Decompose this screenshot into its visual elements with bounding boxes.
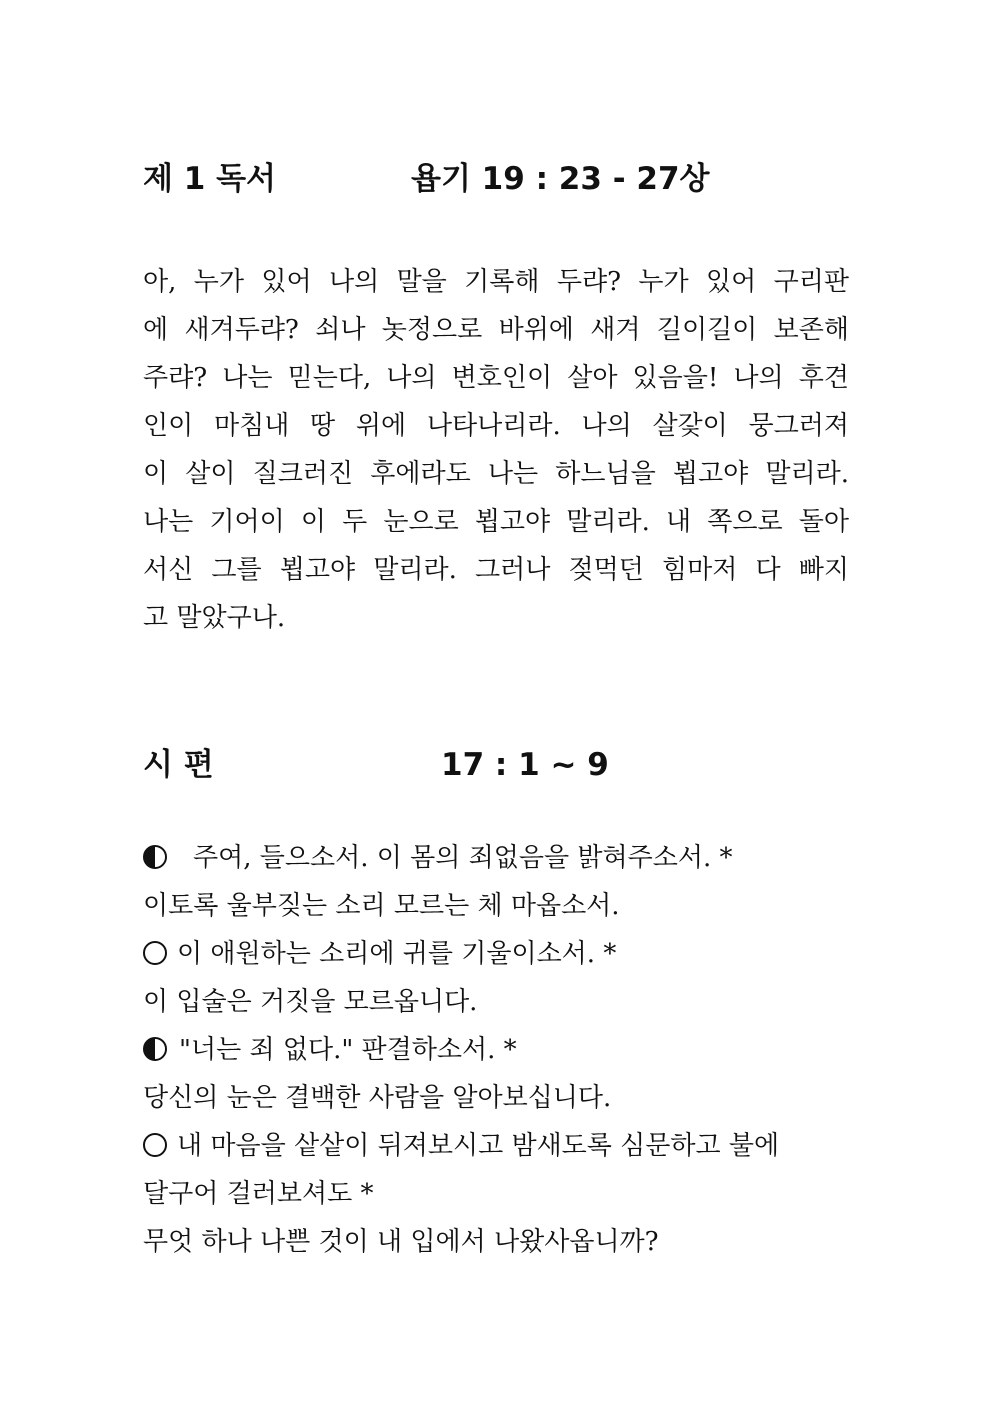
psalm-line (143, 1170, 849, 1218)
psalm-line-text: 달구어 걸러보셔도 * (143, 1179, 374, 1209)
psalm-heading (143, 747, 609, 783)
psalm-line (143, 834, 849, 882)
reading1-line: 인이 마침내 땅 위에 나타나리라. 나의 살갗이 뭉그러져 (143, 411, 849, 441)
half-filled-circle-icon (143, 1037, 167, 1061)
psalm-line-text: 이 입술은 거짓을 모르옵니다. (143, 987, 478, 1017)
psalm-line (143, 882, 849, 930)
reading1-line: 고 말았구나. (143, 603, 286, 633)
half-filled-circle-icon (143, 845, 167, 869)
psalm-line (143, 1074, 849, 1122)
reading1-heading (143, 161, 710, 197)
psalm-line (143, 1026, 849, 1074)
reading1-line: 이 살이 질크러진 후에라도 나는 하느님을 뵙고야 말리라. (143, 459, 849, 489)
open-circle-icon (143, 1133, 167, 1157)
psalm-line-text: 이 애원하는 소리에 귀를 기울이소서. * (177, 939, 617, 969)
psalm-line (143, 930, 849, 978)
reading1-line: 아, 누가 있어 나의 말을 기록해 두랴? 누가 있어 구리판 (143, 267, 849, 297)
psalm-line (143, 978, 849, 1026)
psalm-text (143, 834, 849, 1266)
reading1-line: 나는 기어이 이 두 눈으로 뵙고야 말리라. 내 쪽으로 돌아 (143, 507, 849, 537)
reading1-line: 주랴? 나는 믿는다, 나의 변호인이 살아 있음을! 나의 후견 (143, 363, 849, 393)
psalm-line-text: 주여, 들으소서. 이 몸의 죄없음을 밝혀주소서. * (193, 843, 733, 873)
reading1-line: 서신 그를 뵙고야 말리라. 그러나 젖먹던 힘마저 다 빠지 (143, 555, 849, 585)
reading1-line: 에 새겨두랴? 쇠나 놋정으로 바위에 새겨 길이길이 보존해 (143, 315, 849, 345)
reading1-label: 제 1 독서 (143, 161, 276, 197)
psalm-line-text: 당신의 눈은 결백한 사람을 알아보십니다. (143, 1083, 612, 1113)
reading1-reference: 욥기 19 : 23 - 27상 (411, 161, 710, 197)
psalm-line-text: 내 마음을 샅샅이 뒤져보시고 밤새도록 심문하고 불에 (177, 1131, 780, 1161)
psalm-line-text: 무엇 하나 나쁜 것이 내 입에서 나왔사옵니까? (143, 1227, 659, 1257)
psalm-line (143, 1122, 849, 1170)
reading1-text (143, 258, 849, 642)
psalm-reference: 17 : 1 ~ 9 (441, 747, 609, 783)
psalm-line-text: "너는 죄 없다." 판결하소서. * (179, 1035, 517, 1065)
psalm-label: 시 편 (143, 747, 214, 783)
open-circle-icon (143, 941, 167, 965)
psalm-line-text: 이토록 울부짖는 소리 모르는 체 마옵소서. (143, 891, 620, 921)
psalm-line (143, 1218, 849, 1266)
